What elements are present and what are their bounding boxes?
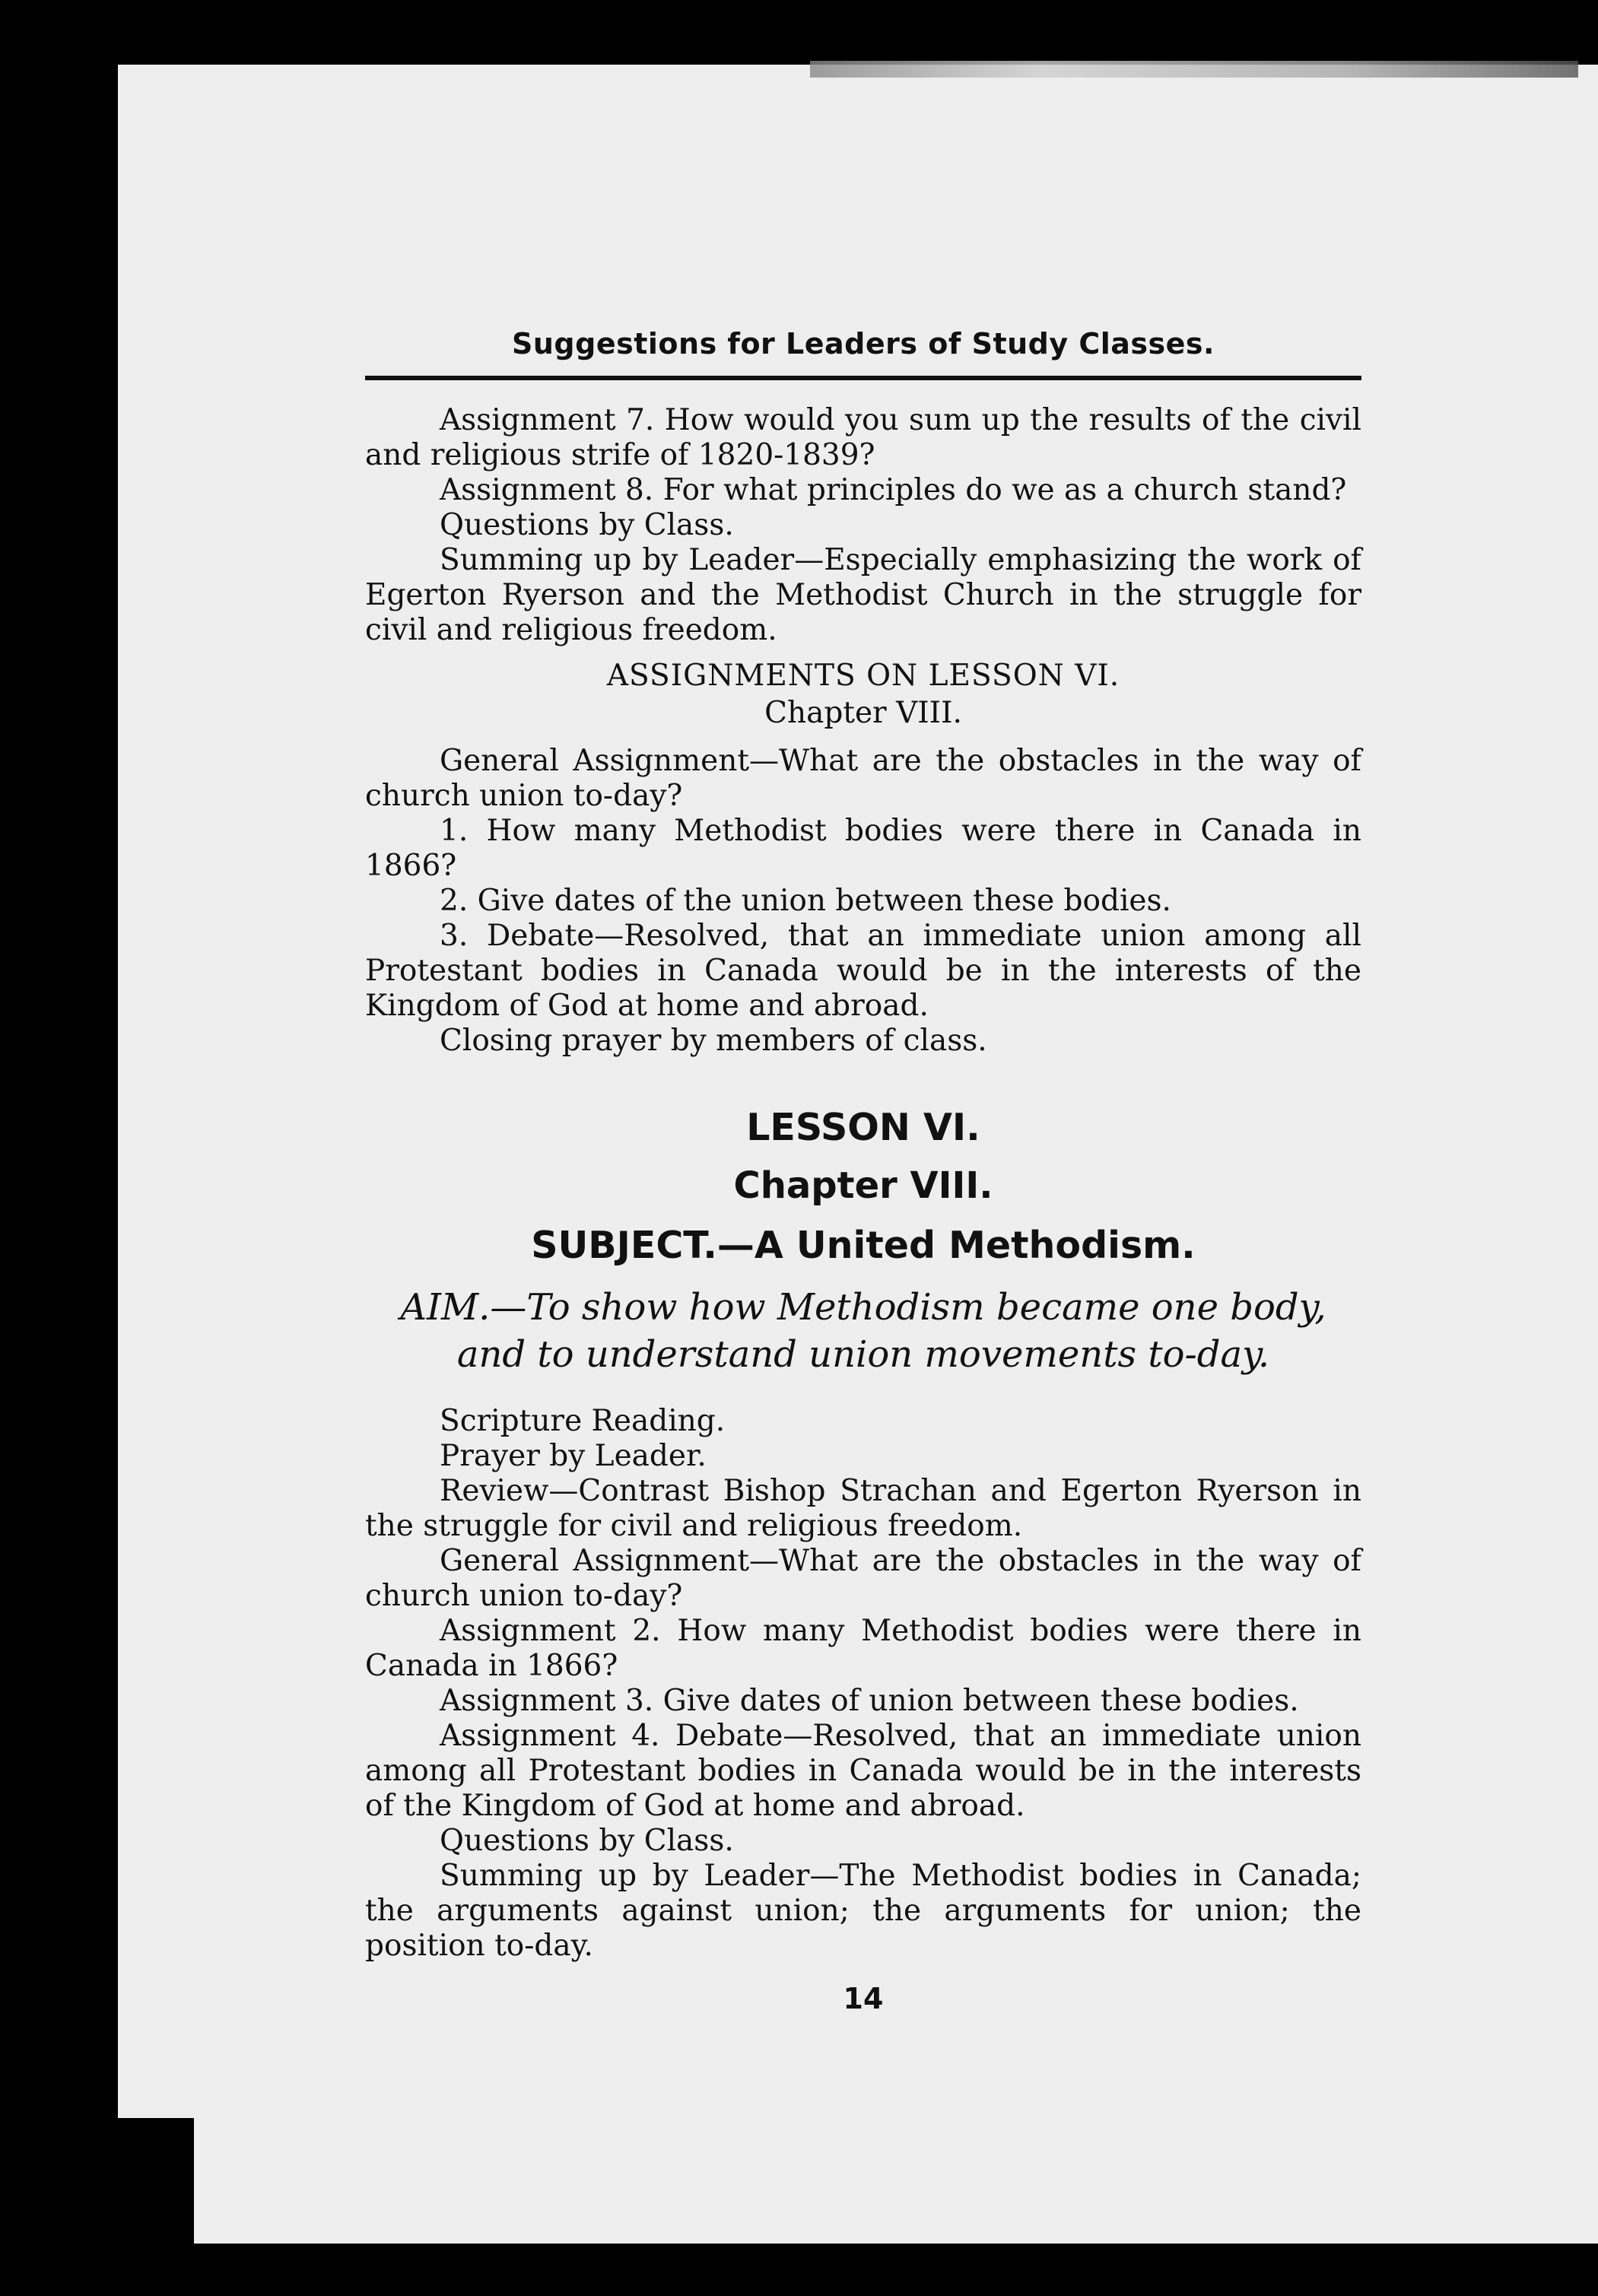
paragraph: Closing prayer by members of class. bbox=[440, 1024, 987, 1058]
paragraph: Summing up by Leader—The Methodist bodies in Canada; the arguments against union; the arguments for union; the position to-day. bbox=[365, 1859, 1361, 1963]
paragraph: 1. How many Methodist bodies were there in Canada in 1866? bbox=[365, 814, 1361, 883]
scan-border bbox=[0, 2118, 194, 2296]
paragraph: Scripture Reading. bbox=[440, 1404, 726, 1438]
paragraph: Questions by Class. bbox=[440, 1824, 734, 1858]
paragraph: Summing up by Leader—Especially emphasizing the work of Egerton Ryerson and the Methodist Church in the struggle for civil and religious freedom. bbox=[365, 543, 1361, 647]
assignments-chapter: Chapter VIII. bbox=[764, 696, 962, 730]
paragraph: General Assignment—What are the obstacles in the way of church union to-day? bbox=[365, 744, 1361, 813]
paragraph: 2. Give dates of the union between these bodies. bbox=[440, 884, 1171, 918]
running-head: Suggestions for Leaders of Study Classes. bbox=[512, 327, 1215, 360]
paragraph: Assignment 8. For what principles do we as a church stand? bbox=[440, 473, 1347, 507]
assignments-heading: ASSIGNMENTS ON LESSON VI. bbox=[606, 659, 1120, 693]
header-rule bbox=[365, 376, 1361, 380]
lesson-title: LESSON VI. bbox=[746, 1106, 980, 1149]
lesson-chapter: Chapter VIII. bbox=[733, 1164, 993, 1207]
paragraph: Assignment 3. Give dates of union between these bodies. bbox=[440, 1684, 1299, 1718]
paragraph: Review—Contrast Bishop Strachan and Egerton Ryerson in the struggle for civil and religious freedom. bbox=[365, 1474, 1361, 1543]
scan-border-bottom bbox=[194, 2244, 1598, 2296]
lesson-subject: SUBJECT.—A United Methodism. bbox=[531, 1224, 1196, 1267]
paragraph: Assignment 2. How many Methodist bodies were there in Canada in 1866? bbox=[365, 1614, 1361, 1683]
paragraph: Prayer by Leader. bbox=[440, 1439, 707, 1473]
paragraph: 3. Debate—Resolved, that an immediate union among all Protestant bodies in Canada would be in the interests of the Kingdom of God at home and abroad. bbox=[365, 919, 1361, 1023]
page-content bbox=[365, 327, 1361, 2015]
lesson-aim: AIM.—To show how Methodism became one body, and to understand union movements to-day. bbox=[400, 1286, 1326, 1376]
paragraph: General Assignment—What are the obstacles in the way of church union to-day? bbox=[365, 1544, 1361, 1613]
paragraph: Questions by Class. bbox=[440, 508, 734, 542]
scan-artifact bbox=[810, 61, 1578, 78]
paragraph: Assignment 7. How would you sum up the results of the civil and religious strife of 1820-1839? bbox=[365, 403, 1361, 472]
page-number: 14 bbox=[843, 1982, 884, 2015]
paragraph: Assignment 4. Debate—Resolved, that an immediate union among all Protestant bodies in Canada would be in the interests of the Kingdom of God at home and abroad. bbox=[365, 1719, 1361, 1823]
